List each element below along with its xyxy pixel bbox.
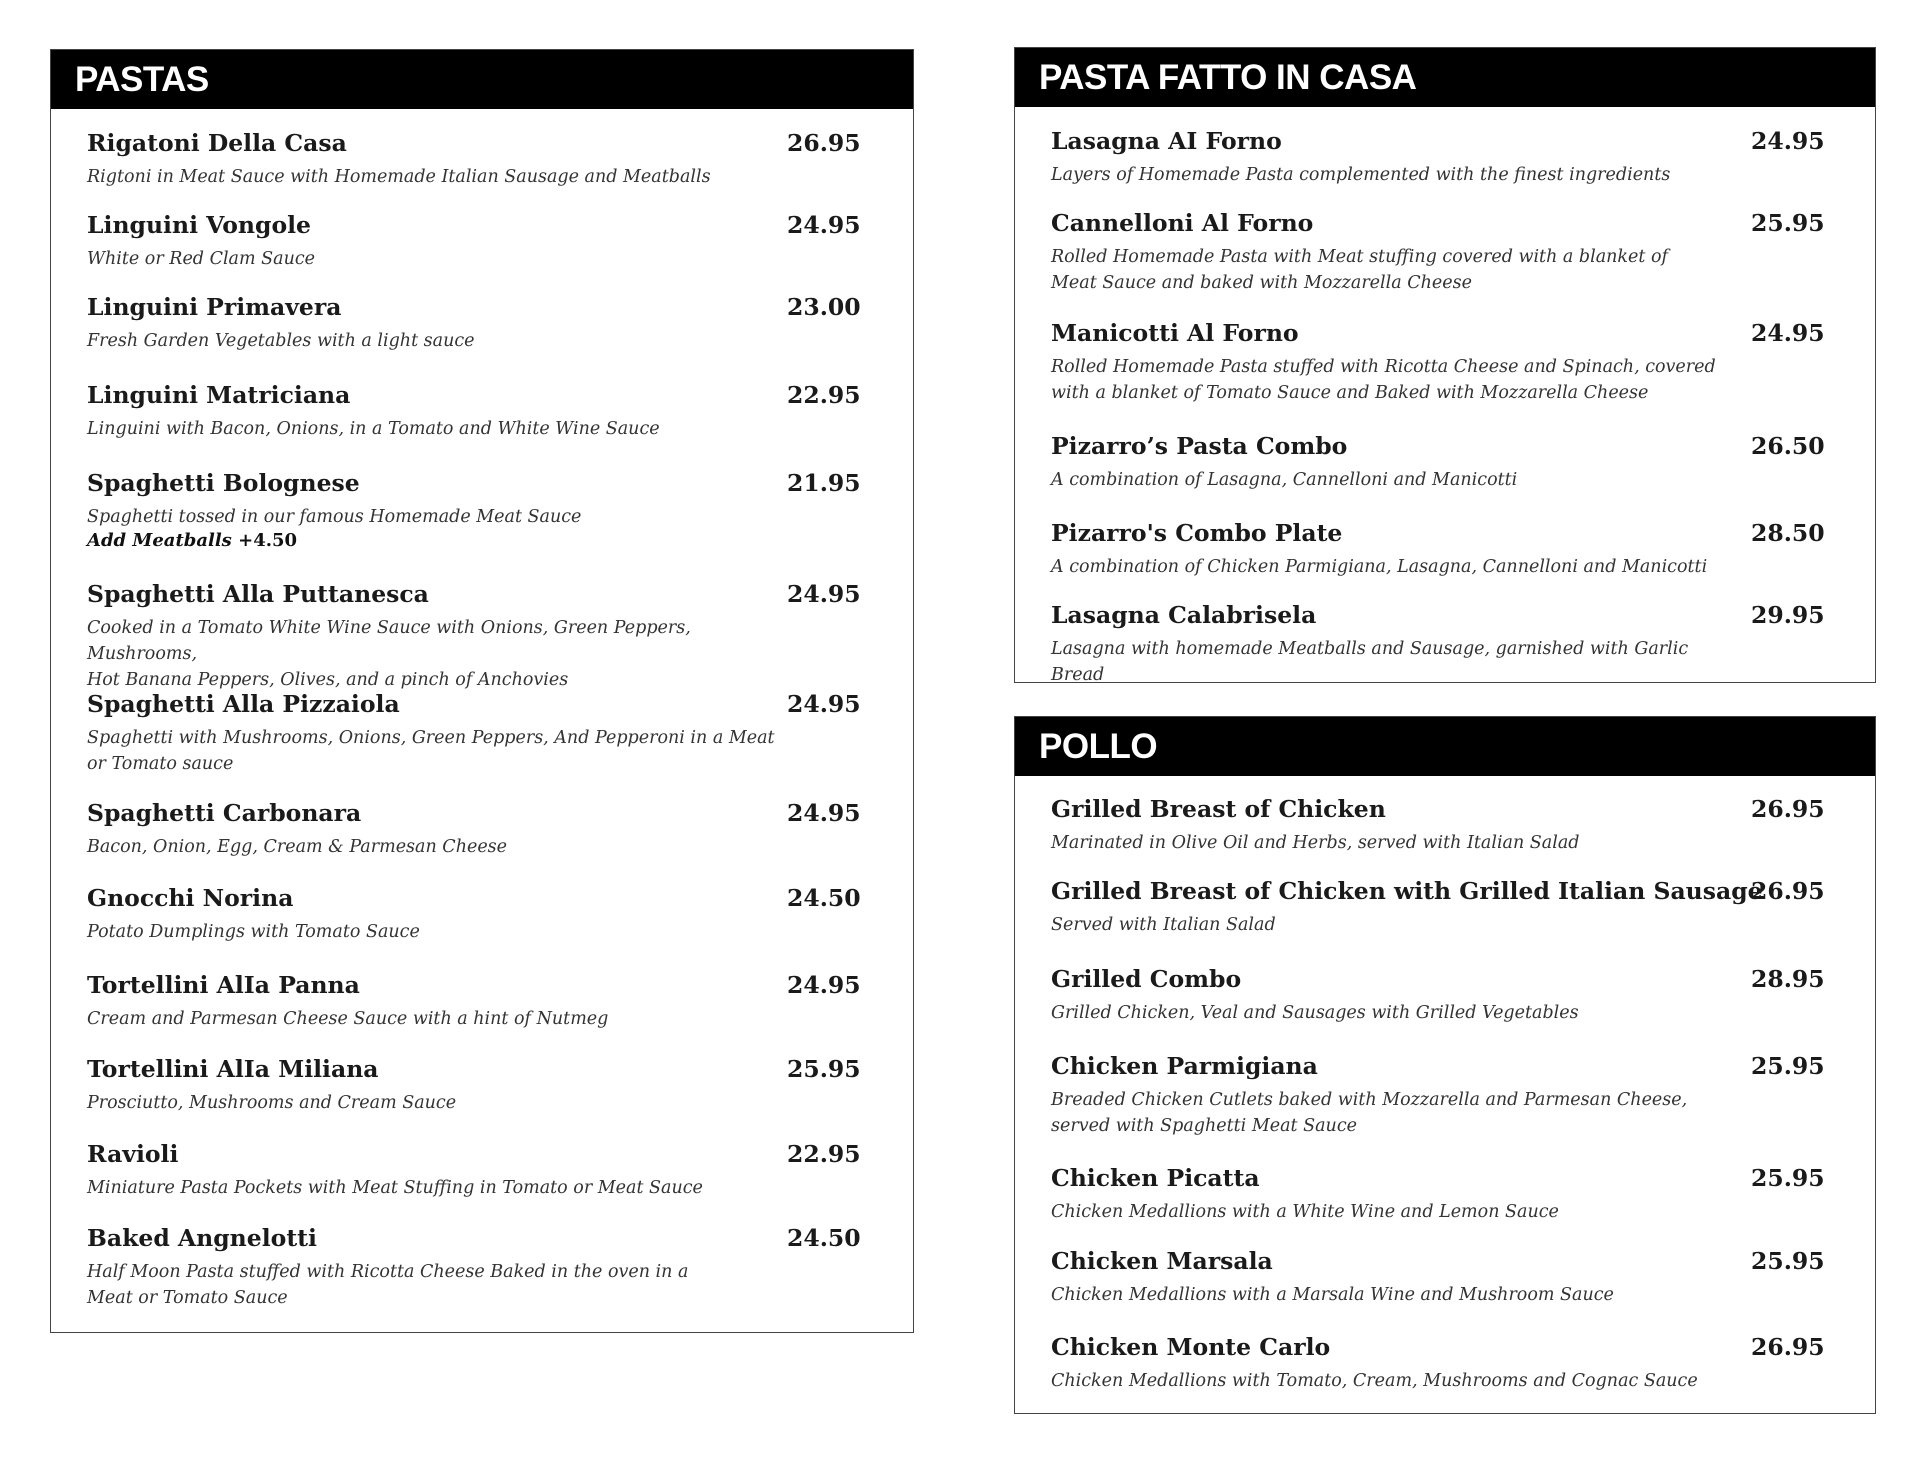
description-line: Miniature Pasta Pockets with Meat Stuffing in Tomato or Meat Sauce — [87, 1178, 703, 1198]
item-name: Lasagna Calabrisela — [1051, 601, 1317, 629]
item-name: Linguini Vongole — [87, 211, 311, 239]
item-price: 22.95 — [787, 1140, 861, 1168]
section-title: PASTAS — [51, 50, 913, 109]
description-line: White or Red Clam Sauce — [87, 249, 315, 269]
item-name: Lasagna AI Forno — [1051, 127, 1282, 155]
item-name: Tortellini AlIa Miliana — [87, 1055, 379, 1083]
item-description — [87, 1259, 777, 1311]
item-price: 22.95 — [787, 381, 861, 409]
item-description — [87, 834, 777, 860]
description-line: Fresh Garden Vegetables with a light sauce — [87, 331, 475, 351]
item-description — [1051, 467, 1741, 493]
description-line: with a blanket of Tomato Sauce and Baked with Mozzarella Cheese — [1051, 383, 1649, 403]
description-line: served with Spaghetti Meat Sauce — [1051, 1116, 1357, 1136]
item-description — [87, 416, 777, 442]
item-description — [1051, 1000, 1741, 1026]
item-description — [1051, 354, 1741, 406]
item-description — [87, 1006, 777, 1032]
item-price: 26.95 — [1751, 877, 1825, 905]
description-line: Hot Banana Peppers, Olives, and a pinch of Anchovies — [87, 670, 569, 690]
item-name: Pizarro’s Pasta Combo — [1051, 432, 1348, 460]
item-description — [1051, 912, 1741, 938]
description-line: Chicken Medallions with Tomato, Cream, Mushrooms and Cognac Sauce — [1051, 1371, 1698, 1391]
section-title: POLLO — [1015, 717, 1875, 776]
item-name: Tortellini AlIa Panna — [87, 971, 360, 999]
item-price: 24.50 — [787, 884, 861, 912]
item-price: 24.95 — [1751, 127, 1825, 155]
item-description — [1051, 244, 1741, 296]
description-line: Rigtoni in Meat Sauce with Homemade Italian Sausage and Meatballs — [87, 167, 711, 187]
pasta-fatto-in-casa-section — [1014, 47, 1876, 683]
description-line: Meat Sauce and baked with Mozzarella Cheese — [1051, 273, 1472, 293]
item-price: 25.95 — [787, 1055, 861, 1083]
item-price: 24.95 — [787, 690, 861, 718]
description-line: Rolled Homemade Pasta stuffed with Ricotta Cheese and Spinach, covered — [1051, 357, 1716, 377]
item-name: Cannelloni Al Forno — [1051, 209, 1314, 237]
item-name: Spaghetti Alla Pizzaiola — [87, 690, 400, 718]
item-price: 25.95 — [1751, 1247, 1825, 1275]
description-line: Marinated in Olive Oil and Herbs, served with Italian Salad — [1051, 833, 1580, 853]
item-name: Chicken Picatta — [1051, 1164, 1260, 1192]
item-description — [87, 725, 777, 777]
item-name: Chicken Monte Carlo — [1051, 1333, 1331, 1361]
item-price: 26.50 — [1751, 432, 1825, 460]
description-line: A combination of Chicken Parmigiana, Lasagna, Cannelloni and Manicotti — [1051, 557, 1708, 577]
description-line: Breaded Chicken Cutlets baked with Mozzarella and Parmesan Cheese, — [1051, 1090, 1688, 1110]
description-line: Half Moon Pasta stuffed with Ricotta Cheese Baked in the oven in a — [87, 1262, 689, 1282]
item-name: Manicotti Al Forno — [1051, 319, 1299, 347]
item-name: Gnocchi Norina — [87, 884, 294, 912]
item-price: 21.95 — [787, 469, 861, 497]
item-name: Spaghetti Alla Puttanesca — [87, 580, 429, 608]
description-line: Bacon, Onion, Egg, Cream & Parmesan Cheese — [87, 837, 508, 857]
item-description — [87, 615, 777, 693]
description-line: or Tomato sauce — [87, 754, 234, 774]
item-price: 29.95 — [1751, 601, 1825, 629]
item-description — [1051, 1282, 1741, 1308]
item-price: 26.95 — [1751, 795, 1825, 823]
item-description — [87, 504, 777, 530]
description-line: Cooked in a Tomato White Wine Sauce with Onions, Green Peppers, Mushrooms, — [87, 618, 691, 664]
item-description — [1051, 636, 1741, 688]
item-description — [1051, 1087, 1741, 1139]
item-price: 24.95 — [1751, 319, 1825, 347]
item-price: 24.50 — [787, 1224, 861, 1252]
item-description — [1051, 830, 1741, 856]
item-price: 28.95 — [1751, 965, 1825, 993]
item-price: 24.95 — [787, 799, 861, 827]
item-name: Grilled Breast of Chicken with Grilled Italian Sausage — [1051, 877, 1763, 905]
item-price: 26.95 — [787, 129, 861, 157]
item-price: 25.95 — [1751, 209, 1825, 237]
item-price: 24.95 — [787, 580, 861, 608]
add-on-line — [87, 530, 297, 551]
pollo-section — [1014, 716, 1876, 1414]
description-line: Potato Dumplings with Tomato Sauce — [87, 922, 420, 942]
pastas-section — [50, 49, 914, 1333]
description-line: Linguini with Bacon, Onions, in a Tomato and White Wine Sauce — [87, 419, 660, 439]
description-line: Rolled Homemade Pasta with Meat stuffing covered with a blanket of — [1051, 247, 1668, 267]
item-price: 24.95 — [787, 211, 861, 239]
item-description — [1051, 1368, 1741, 1394]
item-price: 25.95 — [1751, 1164, 1825, 1192]
item-price: 23.00 — [787, 293, 861, 321]
item-description — [87, 1175, 777, 1201]
description-line: Chicken Medallions with a White Wine and Lemon Sauce — [1051, 1202, 1559, 1222]
item-name: Spaghetti Carbonara — [87, 799, 362, 827]
item-name: Chicken Marsala — [1051, 1247, 1273, 1275]
description-line: Spaghetti with Mushrooms, Onions, Green Peppers, And Pepperoni in a Meat — [87, 728, 775, 748]
item-name: Grilled Breast of Chicken — [1051, 795, 1386, 823]
description-line: A combination of Lasagna, Cannelloni and Manicotti — [1051, 470, 1518, 490]
item-name: Chicken Parmigiana — [1051, 1052, 1318, 1080]
description-line: Prosciutto, Mushrooms and Cream Sauce — [87, 1093, 457, 1113]
item-name: Ravioli — [87, 1140, 179, 1168]
item-name: Spaghetti Bolognese — [87, 469, 360, 497]
add-on-label: Add Meatballs — [87, 530, 232, 551]
item-name: Linguini Matriciana — [87, 381, 351, 409]
item-name: Baked Angnelotti — [87, 1224, 317, 1252]
item-name: Grilled Combo — [1051, 965, 1242, 993]
description-line: Spaghetti tossed in our famous Homemade Meat Sauce — [87, 507, 582, 527]
item-name: Rigatoni Della Casa — [87, 129, 347, 157]
item-description — [87, 246, 777, 272]
item-price: 24.95 — [787, 971, 861, 999]
description-line: Meat or Tomato Sauce — [87, 1288, 288, 1308]
description-line: Chicken Medallions with a Marsala Wine and Mushroom Sauce — [1051, 1285, 1614, 1305]
item-description — [87, 919, 777, 945]
item-description — [87, 328, 777, 354]
item-description — [87, 1090, 777, 1116]
description-line: Served with Italian Salad — [1051, 915, 1276, 935]
item-name: Pizarro's Combo Plate — [1051, 519, 1343, 547]
description-line: Grilled Chicken, Veal and Sausages with Grilled Vegetables — [1051, 1003, 1579, 1023]
item-price: 26.95 — [1751, 1333, 1825, 1361]
item-description — [87, 164, 777, 190]
item-price: 28.50 — [1751, 519, 1825, 547]
item-description — [1051, 554, 1741, 580]
item-description — [1051, 162, 1741, 188]
add-on-price: +4.50 — [238, 530, 298, 551]
item-price: 25.95 — [1751, 1052, 1825, 1080]
section-title: PASTA FATTO IN CASA — [1015, 48, 1875, 107]
item-description — [1051, 1199, 1741, 1225]
description-line: Cream and Parmesan Cheese Sauce with a hint of Nutmeg — [87, 1009, 609, 1029]
description-line: Layers of Homemade Pasta complemented with the finest ingredients — [1051, 165, 1671, 185]
item-name: Linguini Primavera — [87, 293, 342, 321]
description-line: Lasagna with homemade Meatballs and Sausage, garnished with Garlic Bread — [1051, 639, 1689, 685]
